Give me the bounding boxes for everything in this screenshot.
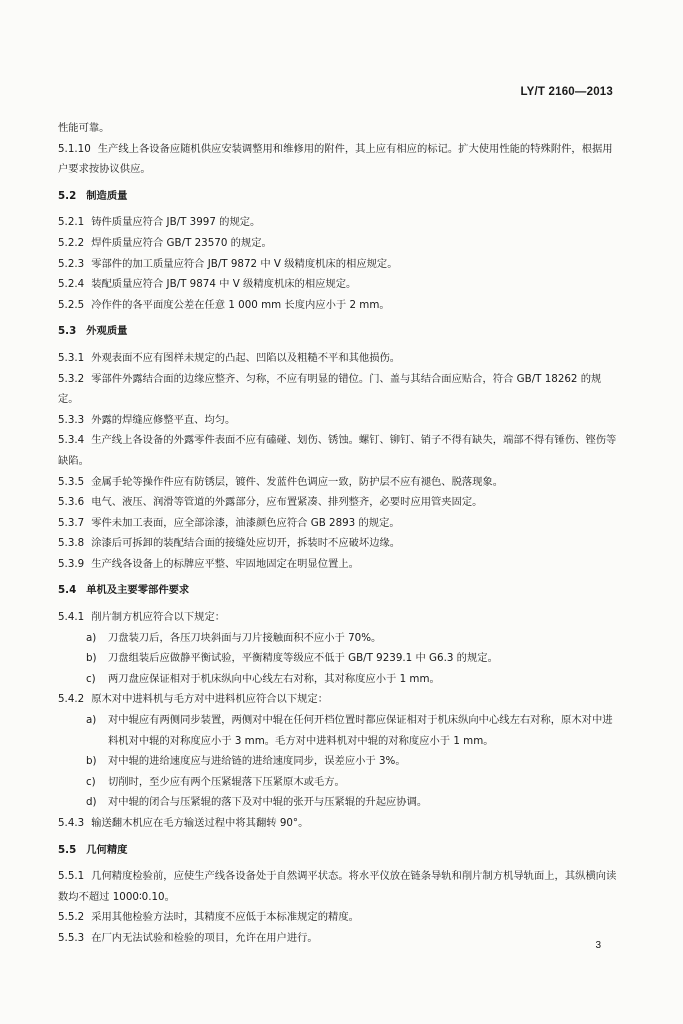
list-item-text: 切削时，至少应有两个压紧辊落下压紧原木或毛方。: [108, 775, 345, 788]
document-body: [58, 118, 618, 949]
clause-paragraph: [58, 212, 618, 233]
clause-paragraph: [58, 907, 618, 928]
clause-paragraph: [58, 533, 618, 554]
section-title: 单机及主要零部件要求: [86, 584, 190, 597]
list-item-text: 刀盘组装后应做静平衡试验，平衡精度等级应不低于 GB/T 9239.1 中 G6.3 的规定。: [108, 652, 498, 665]
list-item-label: a): [86, 714, 97, 727]
clause-paragraph: [58, 813, 618, 834]
clause-text: 原木对中进料机与毛方对中进料机应符合以下规定：: [91, 693, 329, 706]
clause-number: 5.4.1: [58, 611, 85, 624]
section-heading: [58, 186, 618, 207]
clause-text: 冷作件的各平面度公差在任意 1 000 mm 长度内应小于 2 mm。: [91, 298, 390, 311]
clause-number: 5.1.10: [58, 142, 91, 155]
list-item-label: c): [86, 775, 96, 788]
clause-text: 外露的焊缝应修整平直、均匀。: [91, 413, 236, 426]
clause-paragraph: [58, 233, 618, 254]
clause-number: 5.3.3: [58, 413, 85, 426]
list-item-label: c): [86, 672, 96, 685]
list-item: [58, 751, 618, 772]
clause-text: 涂漆后可拆卸的装配结合面的接缝处应切开，拆装时不应破坏边缘。: [91, 537, 401, 550]
clause-paragraph: [58, 513, 618, 534]
clause-number: 5.2.3: [58, 257, 85, 270]
clause-number: 5.2.4: [58, 278, 85, 291]
clause-paragraph: [58, 472, 618, 493]
list-item-text: 两刀盘应保证相对于机床纵向中心线左右对称，其对称度应小于 1 mm。: [108, 672, 440, 685]
clause-number: 5.4.3: [58, 817, 85, 829]
clause-paragraph: [58, 274, 618, 295]
clause-paragraph: [58, 689, 618, 710]
clause-paragraph: [58, 410, 618, 431]
clause-paragraph: [58, 254, 618, 275]
clause-number: 5.3.5: [58, 475, 85, 488]
list-item-text: 对中辊的闭合与压紧辊的落下及对中辊的张开与压紧辊的升起应协调。: [108, 796, 428, 809]
list-item: [58, 648, 618, 669]
list-item: [58, 772, 618, 793]
list-item-label: b): [86, 652, 97, 665]
clause-number: 5.2.2: [58, 236, 85, 249]
section-title: 几何精度: [86, 843, 128, 856]
clause-text: 性能可靠。: [58, 122, 110, 134]
clause-text: 零件未加工表面，应全部涂漆，油漆颜色应符合 GB 2893 的规定。: [91, 516, 400, 529]
clause-paragraph: [58, 369, 618, 410]
list-item-text: 对中辊的进给速度应与进给链的进给速度同步，误差应小于 3%。: [108, 755, 406, 768]
standard-number: LY/T 2160—2013: [520, 86, 613, 98]
section-title: 制造质量: [86, 189, 128, 202]
clause-paragraph: [58, 492, 618, 513]
section-heading: [58, 580, 618, 601]
clause-text: 在厂内无法试验和检验的项目，允许在用户进行。: [91, 931, 318, 944]
clause-paragraph: [58, 118, 618, 139]
clause-text: 焊件质量应符合 GB/T 23570 的规定。: [91, 236, 272, 249]
page-number: 3: [595, 940, 601, 951]
clause-text: 装配质量应符合 JB/T 9874 中 V 级精度机床的相应规定。: [91, 278, 357, 291]
section-number: 5.2: [58, 189, 77, 202]
clause-text: 生产线各设备上的标牌应平整、牢固地固定在明显位置上。: [91, 557, 359, 570]
clause-paragraph: [58, 139, 618, 180]
section-title: 外观质量: [86, 325, 128, 338]
clause-text: 金属手轮等操作件应有防锈层，镀件、发蓝件色调应一致，防护层不应有褪色、脱落现象。: [91, 475, 504, 488]
section-heading: [58, 321, 618, 342]
section-heading: [58, 840, 618, 861]
clause-paragraph: [58, 295, 618, 316]
clause-number: 5.3.7: [58, 516, 85, 529]
clause-text: 零部件的加工质量应符合 JB/T 9872 中 V 级精度机床的相应规定。: [91, 257, 398, 270]
clause-number: 5.3.2: [58, 372, 85, 385]
clause-text: 几何精度检验前，应使生产线各设备处于自然调平状态。将水平仪放在链条导轨和削片制方机导轨面上，其纵横向读数均不超过 1000∶0.10。: [58, 870, 617, 903]
list-item-label: a): [86, 631, 97, 644]
clause-number: 5.2.1: [58, 216, 85, 229]
clause-paragraph: [58, 348, 618, 369]
list-item-text: 对中辊应有两侧同步装置，两侧对中辊在任何开档位置时都应保证相对于机床纵向中心线左右对称，原木对中进料机对中辊的对称度应小于 3 mm。毛方对中进料机对中辊的对称度应小于 1 mm。: [108, 714, 613, 747]
list-item: [58, 710, 618, 751]
clause-number: 5.3.9: [58, 557, 85, 570]
clause-text: 外观表面不应有图样未规定的凸起、凹陷以及粗糙不平和其他损伤。: [91, 351, 401, 364]
clause-paragraph: [58, 866, 618, 907]
clause-paragraph: [58, 430, 618, 471]
section-number: 5.5: [58, 843, 77, 856]
clause-text: 零部件外露结合面的边缘应整齐、匀称，不应有明显的错位。门、盖与其结合面应贴合，符合 GB/T 18262 的规定。: [58, 372, 602, 406]
list-item: [58, 628, 618, 649]
clause-paragraph: [58, 607, 618, 628]
clause-paragraph: [58, 554, 618, 575]
clause-text: 采用其他检验方法时，其精度不应低于本标准规定的精度。: [91, 911, 359, 924]
list-item: [58, 792, 618, 813]
section-number: 5.4: [58, 584, 77, 597]
clause-number: 5.5.1: [58, 870, 85, 883]
clause-number: 5.3.1: [58, 351, 85, 364]
list-item-label: d): [86, 796, 97, 809]
list-item-label: b): [86, 755, 97, 768]
clause-number: 5.3.4: [58, 434, 85, 447]
clause-text: 铸件质量应符合 JB/T 3997 的规定。: [91, 216, 261, 229]
clause-number: 5.5.2: [58, 911, 85, 924]
list-item: [58, 669, 618, 690]
clause-text: 输送翻木机应在毛方输送过程中将其翻转 90°。: [91, 817, 309, 829]
clause-paragraph: [58, 928, 618, 949]
section-number: 5.3: [58, 325, 77, 338]
clause-number: 5.4.2: [58, 693, 85, 706]
clause-number: 5.3.8: [58, 537, 85, 550]
clause-text: 生产线上各设备应随机供应安装调整用和维修用的附件，其上应有相应的标记。扩大使用性能的特殊附件，根据用户要求按协议供应。: [58, 142, 613, 176]
clause-number: 5.5.3: [58, 931, 85, 944]
clause-text: 削片制方机应符合以下规定：: [91, 611, 226, 624]
list-item-text: 刀盘装刀后，各压刀块斜面与刀片接触面积不应小于 70%。: [108, 631, 382, 644]
clause-number: 5.3.6: [58, 496, 85, 509]
clause-text: 生产线上各设备的外露零件表面不应有磕碰、划伤、锈蚀。螺钉、铆钉、销子不得有缺失，端部不得有锤伤、铿伤等缺陷。: [58, 434, 617, 467]
clause-number: 5.2.5: [58, 298, 85, 311]
clause-text: 电气、液压、润滑等管道的外露部分，应布置紧凑、排列整齐，必要时应用管夹固定。: [91, 496, 483, 509]
